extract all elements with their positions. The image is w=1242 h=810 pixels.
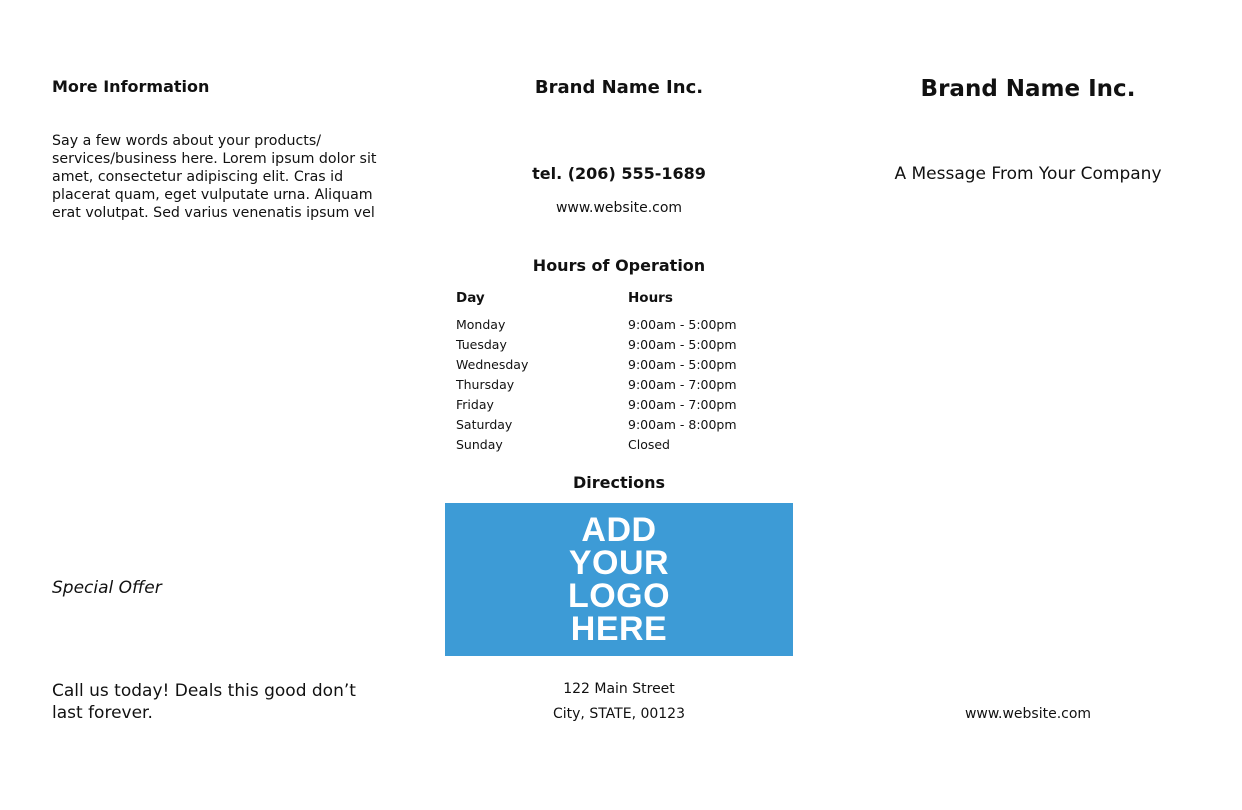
hours-day: Saturday [456,416,513,432]
brand-name: Brand Name Inc. [534,77,704,98]
hours-time: 9:00am - 7:00pm [628,396,737,412]
hours-column-header: Hours [628,290,673,306]
cover-website: www.website.com [964,706,1092,722]
hours-time: Closed [628,436,670,452]
hours-time: 9:00am - 8:00pm [628,416,737,432]
hours-time: 9:00am - 5:00pm [628,336,737,352]
hours-row [456,394,737,414]
hours-time: 9:00am - 7:00pm [628,376,737,392]
cover-message: A Message From Your Company [894,164,1162,184]
hours-header-row [456,290,737,314]
logo-line: HERE [570,609,668,648]
logo-placeholder [445,503,793,656]
hours-day: Tuesday [456,336,507,352]
day-column-header: Day [456,290,485,306]
directions-title: Directions [572,473,666,492]
hours-row [456,414,737,434]
phone-number: tel. (206) 555-1689 [532,164,706,183]
hours-row [456,314,737,334]
hours-time: 9:00am - 5:00pm [628,356,737,372]
hours-row [456,374,737,394]
call-to-action: Call us today! Deals this good don’t last forever. [52,681,356,723]
hours-row [456,434,737,454]
hours-row [456,334,737,354]
hours-row [456,354,737,374]
hours-day: Sunday [456,436,503,452]
hours-day: Monday [456,316,506,332]
address-city: City, STATE, 00123 [552,706,685,722]
more-info-title: More Information [52,77,210,96]
logo-line: ADD [581,510,657,549]
logo-line: YOUR [568,543,670,582]
hours-day: Thursday [456,376,515,392]
special-offer-heading: Special Offer [52,578,162,598]
logo-line: LOGO [567,576,671,615]
address-street: 122 Main Street [563,681,675,697]
hours-time: 9:00am - 5:00pm [628,316,737,332]
website-link: www.website.com [555,200,683,216]
cover-brand-name: Brand Name Inc. [920,76,1136,102]
hours-title: Hours of Operation [532,256,706,275]
hours-day: Friday [456,396,494,412]
hours-day: Wednesday [456,356,529,372]
more-info-body: Say a few words about your products/ services/business here. Lorem ipsum dolor sit amet, consectetur adipiscing elit. Cras id placerat quam, eget vulputate urna. Aliquam erat volutpat. Sed varius venenatis ipsum vel [52,133,377,221]
hours-table [456,290,737,454]
